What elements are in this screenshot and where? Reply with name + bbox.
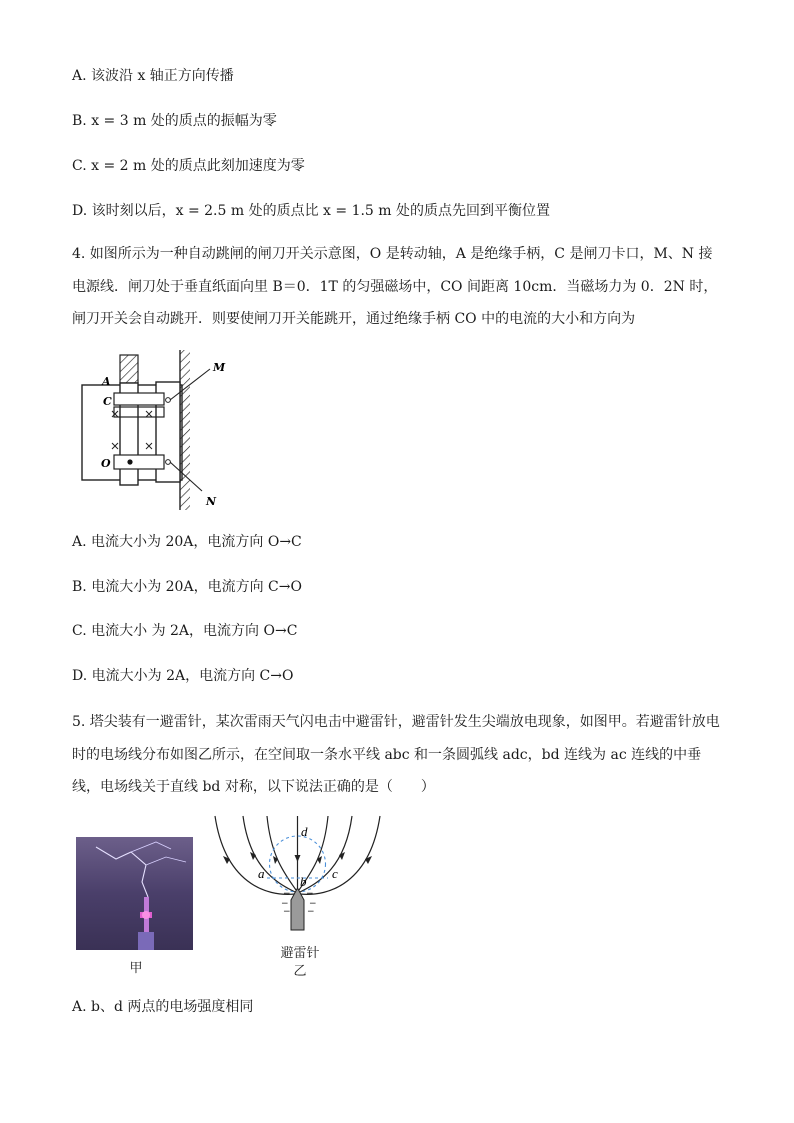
label-a: A (102, 375, 111, 388)
pivot-o (114, 455, 164, 469)
clamp-c (114, 393, 164, 405)
label-point-c: c (332, 866, 338, 881)
svg-text:−: − (283, 889, 291, 899)
pivot-dot (127, 459, 132, 464)
q3-option-a: A. 该波沿 x 轴正方向传播 (72, 68, 234, 84)
q4-option-b: B. 电流大小为 20A，电流方向 C→O (72, 579, 302, 595)
q4-stem: 4. 如图所示为一种自动跳闸的闸刀开关示意图，O 是转动轴，A 是绝缘手柄，C 是闸刀卡口，M、N 接电源线．闸刀处于垂直纸面向里 B＝0．1T 的匀强磁场中，CO 间距离 10cm．当磁场力为 0．2N 时，闸刀开关会自动跳开．则要使闸刀开关能跳开，通过绝缘手柄 CO 中的电流的大小和方向为 (72, 246, 718, 327)
label-point-a: a (258, 866, 265, 881)
knife-switch-diagram (70, 345, 240, 515)
q3-option-c: C. x = 2 m 处的质点此刻加速度为零 (72, 158, 305, 174)
insulated-handle (120, 355, 138, 383)
q5-stem: 5. 塔尖装有一避雷针，某次雷雨天气闪电击中避雷针，避雷针发生尖端放电现象，如图甲。若避雷针放电时的电场线分布如图乙所示，在空间取一条水平线 abc 和一条圆弧线 adc，bd 连线为 ac 连线的中垂线，电场线关于直线 bd 对称，以下说法正确的是（ ） (72, 714, 720, 795)
svg-text:−: − (306, 889, 314, 899)
wall-hatch (180, 350, 190, 510)
caption-rod: 避雷针 (280, 946, 320, 961)
q3-option-d: D. 该时刻以后，x = 2.5 m 处的质点比 x = 1.5 m 处的质点先回到平衡位置 (72, 203, 551, 219)
label-point-b: b (300, 874, 307, 889)
label-c: C (103, 395, 112, 408)
caption-jia: 甲 (129, 961, 143, 976)
label-point-d: d (301, 824, 308, 839)
svg-text:−: − (309, 899, 317, 909)
svg-text:−: − (283, 907, 291, 917)
q5-option-a: A. b、d 两点的电场强度相同 (72, 999, 254, 1015)
label-o: O (101, 457, 111, 470)
q4-option-a: A. 电流大小为 20A，电流方向 O→C (72, 534, 302, 550)
svg-text:−: − (281, 899, 289, 909)
label-m: M (213, 361, 226, 374)
q4-option-c: C. 电流大小 为 2A，电流方向 O→C (72, 623, 298, 639)
lightning-photo (76, 837, 193, 950)
q3-option-b: B. x = 3 m 处的质点的振幅为零 (72, 113, 277, 129)
q4-option-d: D. 电流大小为 2A，电流方向 C→O (72, 668, 294, 684)
svg-text:−: − (307, 907, 315, 917)
field-lines-diagram (205, 812, 390, 952)
caption-yi: 乙 (293, 964, 307, 979)
label-n: N (206, 495, 217, 508)
